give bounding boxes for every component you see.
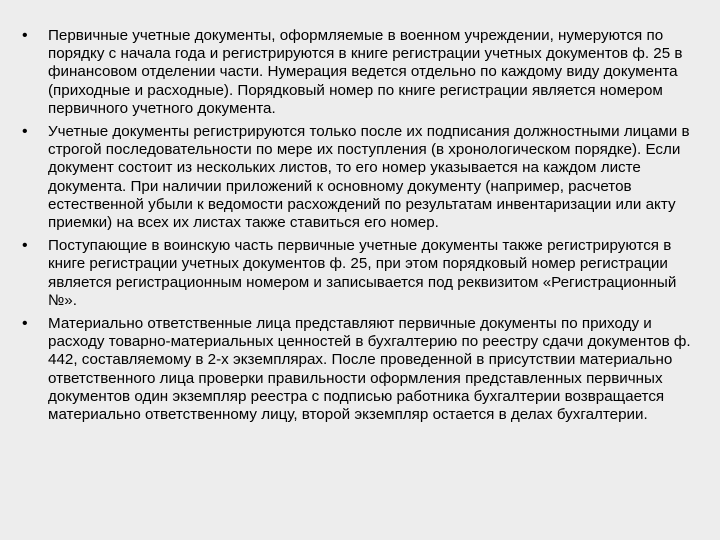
bullet-text: Материально ответственные лица представляют первичные документы по приходу и расходу товарно-материальных ценностей в бухгалтерию по реестру сдачи документов ф. 442, составляемому в 2-х экземплярах. После проведенной в присутствии материально ответственного лица проверки правильности оформления представленных первичных документов один экземпляр реестра с подписью работника бухгалтерии возвращается материально ответственному лицу, второй экземпляр остается в делах бухгалтерии. [48,315,691,424]
bullet-item-3 [22,237,702,310]
bullet-list [22,27,702,429]
bullet-text: Учетные документы регистрируются только после их подписания должностными лицами в строгой последовательности по мере их поступления (в хронологическом порядке). Если документ состоит из нескольких листов, то его номер указывается на каждом листе документа. При наличии приложений к основному документу (например, расчетов естественной убыли к ведомости расхождений по результатам инвентаризации или акту приемки) на всех их листах также ставиться его номер. [48,123,690,232]
bullet-text: Поступающие в воинскую часть первичные учетные документы также регистрируются в книге регистрации учетных документов ф. 25, при этом порядковый номер регистрации является регистрационным номером и записывается под реквизитом «Регистрационный №». [48,237,677,309]
bullet-marker: • [22,237,28,255]
bullet-item-1 [22,27,702,118]
bullet-marker: • [22,123,28,141]
bullet-text: Первичные учетные документы, оформляемые в военном учреждении, нумеруются по порядку с начала года и регистрируются в книге регистрации учетных документов ф. 25 в финансовом отделении части. Нумерация ведется отдельно по каждому виду документа (приходные и расходные). Порядковый номер по книге регистрации является номером первичного учетного документа. [48,27,683,117]
bullet-marker: • [22,315,28,333]
bullet-item-4 [22,315,702,424]
bullet-item-2 [22,123,702,232]
bullet-marker: • [22,27,28,44]
